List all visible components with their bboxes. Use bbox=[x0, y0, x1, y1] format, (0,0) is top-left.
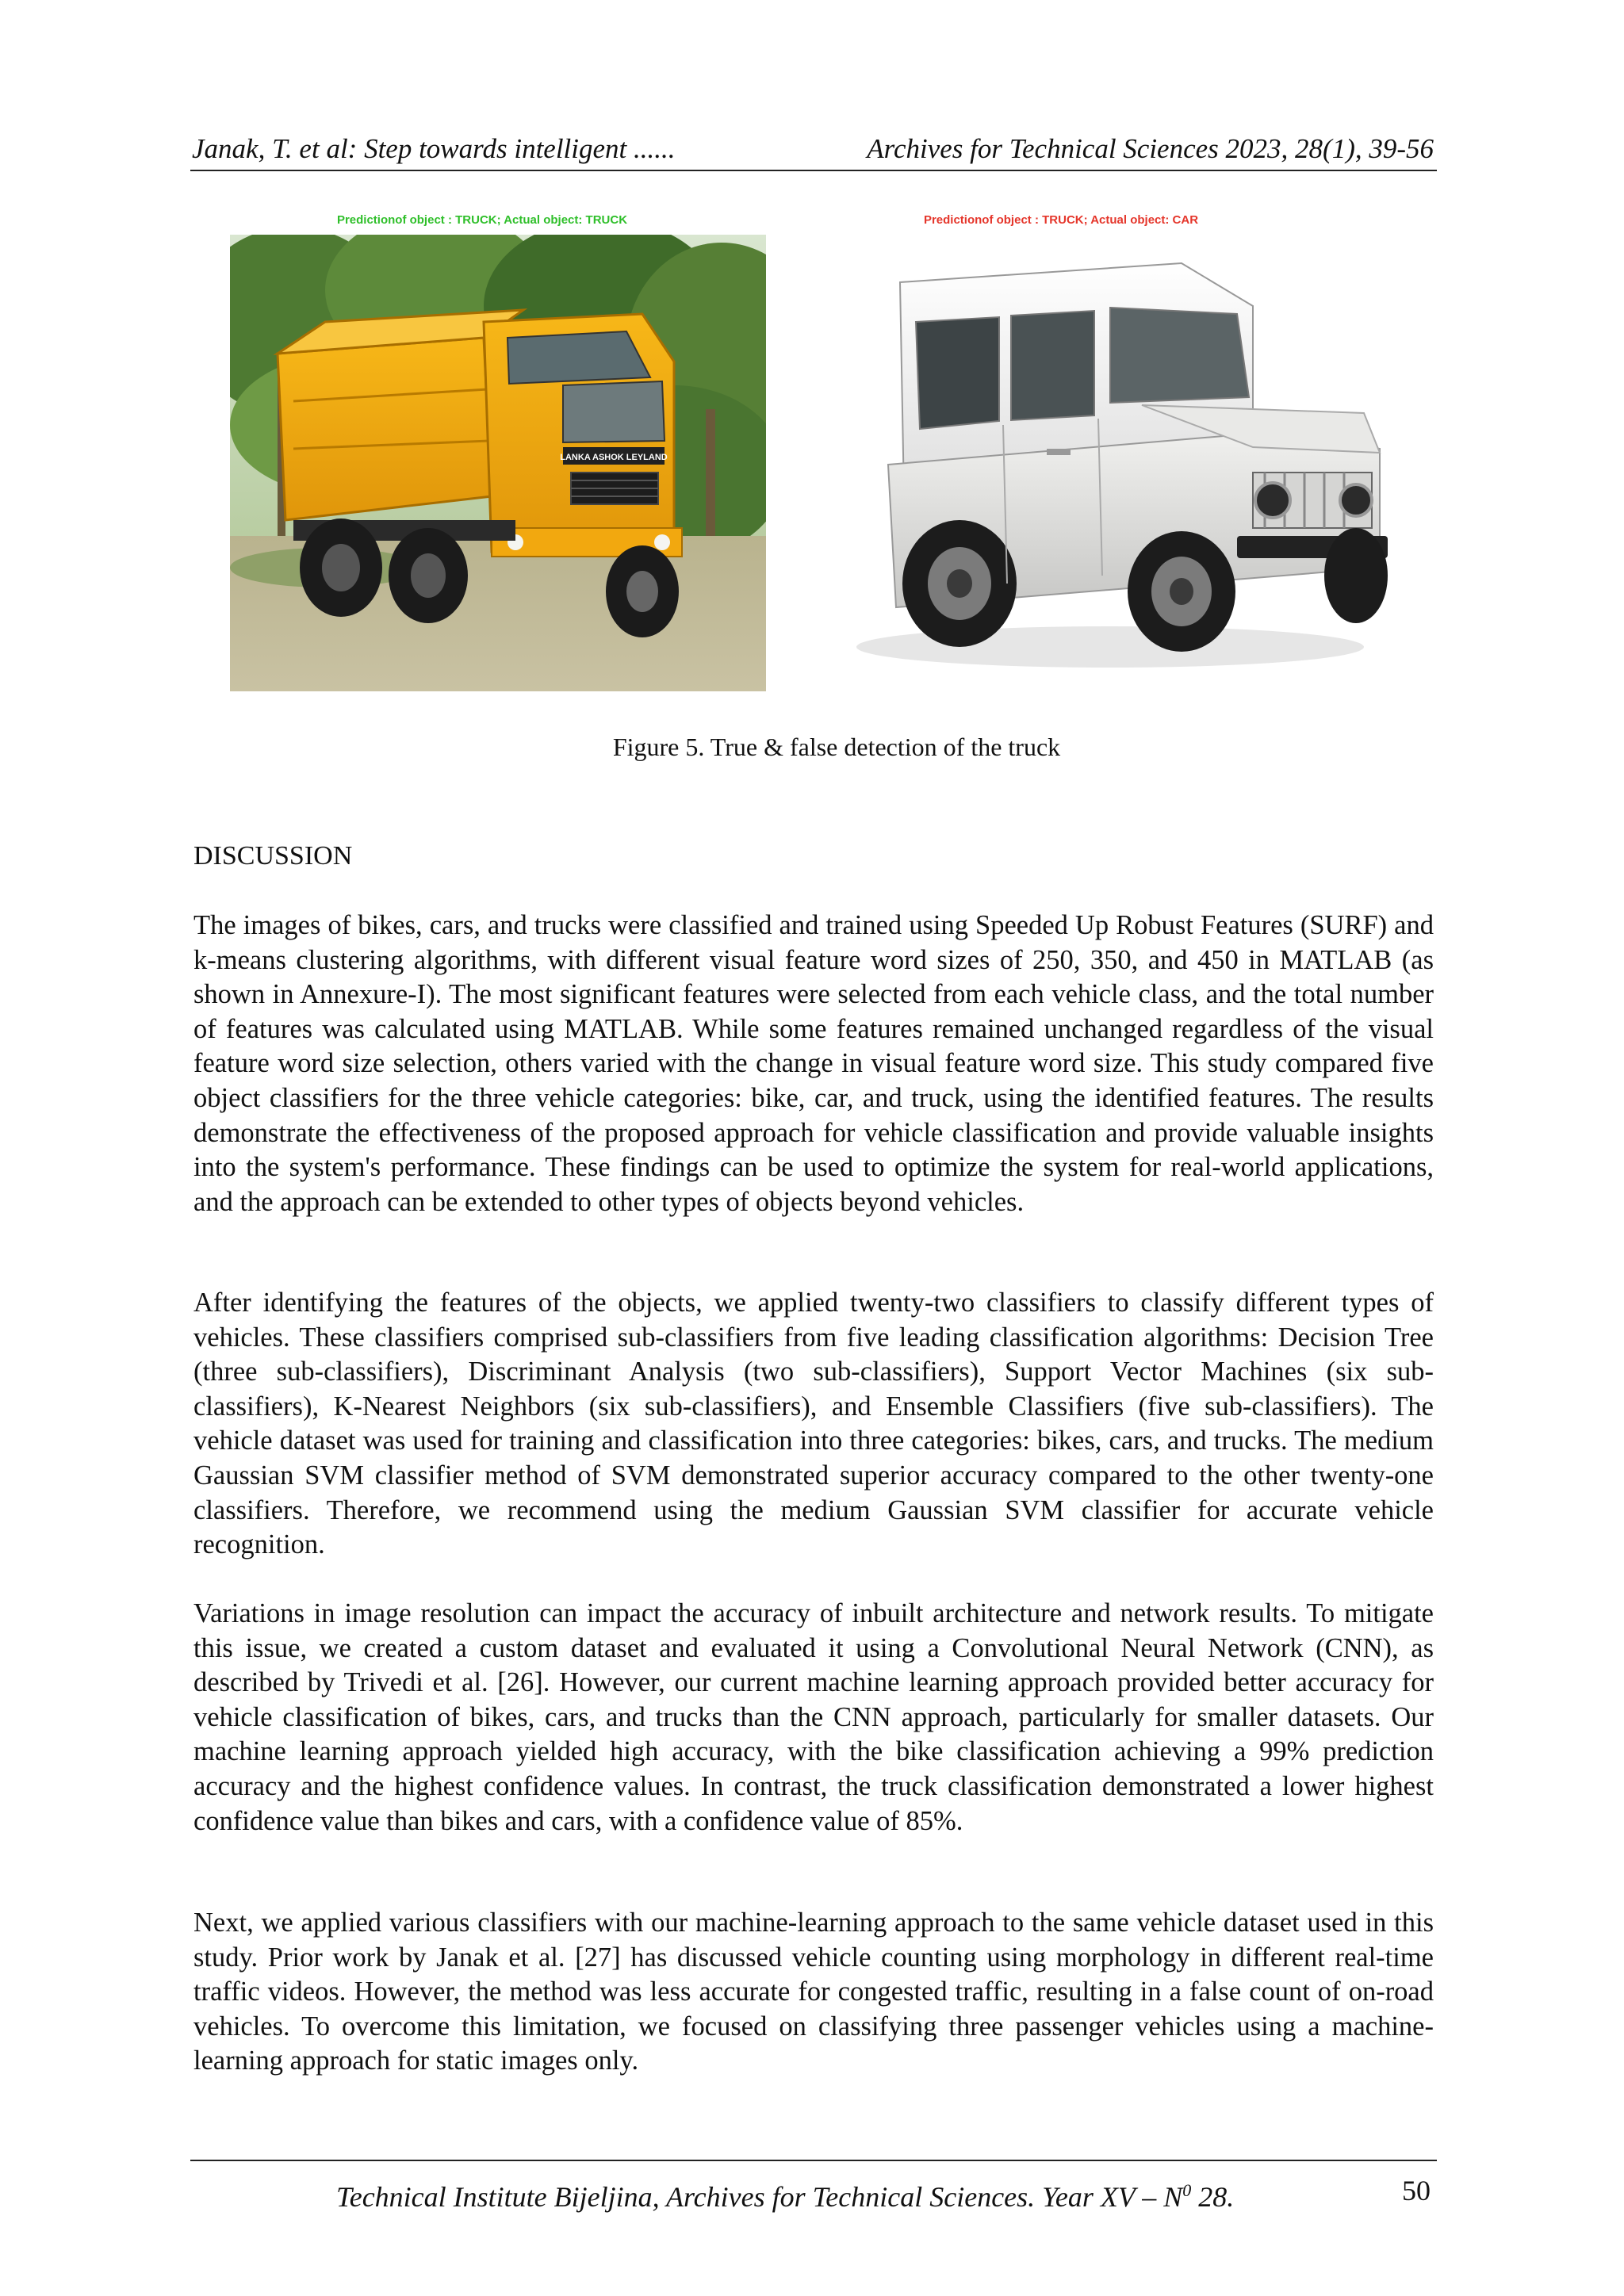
footer-text bbox=[336, 2171, 1234, 2217]
car-photo bbox=[809, 212, 1392, 677]
running-footer bbox=[190, 2160, 1437, 2217]
truck-photo bbox=[230, 212, 766, 691]
truck-prediction-label: Predictionof object : TRUCK; Actual object: TRUCK bbox=[336, 213, 628, 227]
header-journal: Archives for Technical Sciences 2023, 28(1), 39-56 bbox=[867, 133, 1434, 164]
footer-superscript: 0 bbox=[1182, 2180, 1192, 2200]
car-image bbox=[809, 235, 1392, 677]
paragraph: Next, we applied various classifiers with our machine-learning approach to the same vehicle dataset used in this study. Prior work by Janak et al. [27] has discussed vehicle counting using morphology in different real-time traffic videos. However, the method was less accurate for congested traffic, resulting in a false count of on-road vehicles. To overcome this limitation, we focused on classifying three passenger vehicles using a machine-learning approach for static images only. bbox=[193, 1908, 1434, 2076]
truck-plate-text: LANKA ASHOK LEYLAND bbox=[560, 453, 668, 462]
running-header bbox=[190, 128, 1437, 171]
section-heading: DISCUSSION bbox=[193, 841, 353, 871]
car-prediction-label: Predictionof object : TRUCK; Actual object: CAR bbox=[923, 213, 1199, 227]
figure-caption: Figure 5. True & false detection of the truck bbox=[612, 733, 1061, 761]
page-number: 50 bbox=[1402, 2175, 1431, 2206]
header-authors: Janak, T. et al: Step towards intelligent ...... bbox=[192, 133, 676, 164]
paragraph: After identifying the features of the objects, we applied twenty-two classifiers to classify different types of vehicles. These classifiers comprised sub-classifiers from five leading classification algorithms: Decision Tree (three sub-classifiers), Discriminant Analysis (two sub-classifiers), Support Vector Machines (six sub-classifiers), K-Nearest Neighbors (six sub-classifiers), and Ensemble Classifiers (five sub-classifiers). The vehicle dataset was used for training and classification into three categories: bikes, cars, and trucks. The medium Gaussian SVM classifier method of SVM demonstrated superior accuracy compared to the other twenty-one classifiers. Therefore, we recommend using the medium Gaussian SVM classifier for accurate vehicle recognition. bbox=[193, 1288, 1434, 1560]
footer-text-main: Technical Institute Bijeljina, Archives for Technical Sciences. Year XV – N bbox=[336, 2181, 1183, 2213]
paragraph: The images of bikes, cars, and trucks were classified and trained using Speeded Up Robust Features (SURF) and k-means clustering algorithms, with different visual feature word sizes of 250, 350, and 450 in MATLAB (as shown in Annexure-I). The most significant features were selected from each vehicle class, and the total number of features was calculated using MATLAB. While some features remained unchanged regardless of the visual feature word size selection, others varied with the change in visual feature word size. This study compared five object classifiers for the three vehicle categories: bike, car, and truck, using the identified features. The results demonstrate the effectiveness of the proposed approach for vehicle classification and provide valuable insights into the system's performance. These findings can be used to optimize the system for real-world applications, and the approach can be extended to other types of objects beyond vehicles. bbox=[193, 910, 1434, 1217]
paragraph: Variations in image resolution can impact the accuracy of inbuilt architecture and network results. To mitigate this issue, we created a custom dataset and evaluated it using a Convolutional Neural Network (CNN), as described by Trivedi et al. [26]. However, our current machine learning approach provided better accuracy for vehicle classification of bikes, cars, and trucks than the CNN approach, particularly for smaller datasets. Our machine learning approach yielded high accuracy, with the bike classification achieving a 99% prediction accuracy and the highest confidence values. In contrast, the truck classification demonstrated a lower highest confidence value than bikes and cars, with a confidence value of 85%. bbox=[193, 1598, 1434, 1836]
truck-image bbox=[230, 235, 766, 691]
footer-text-tail: 28. bbox=[1191, 2181, 1235, 2213]
